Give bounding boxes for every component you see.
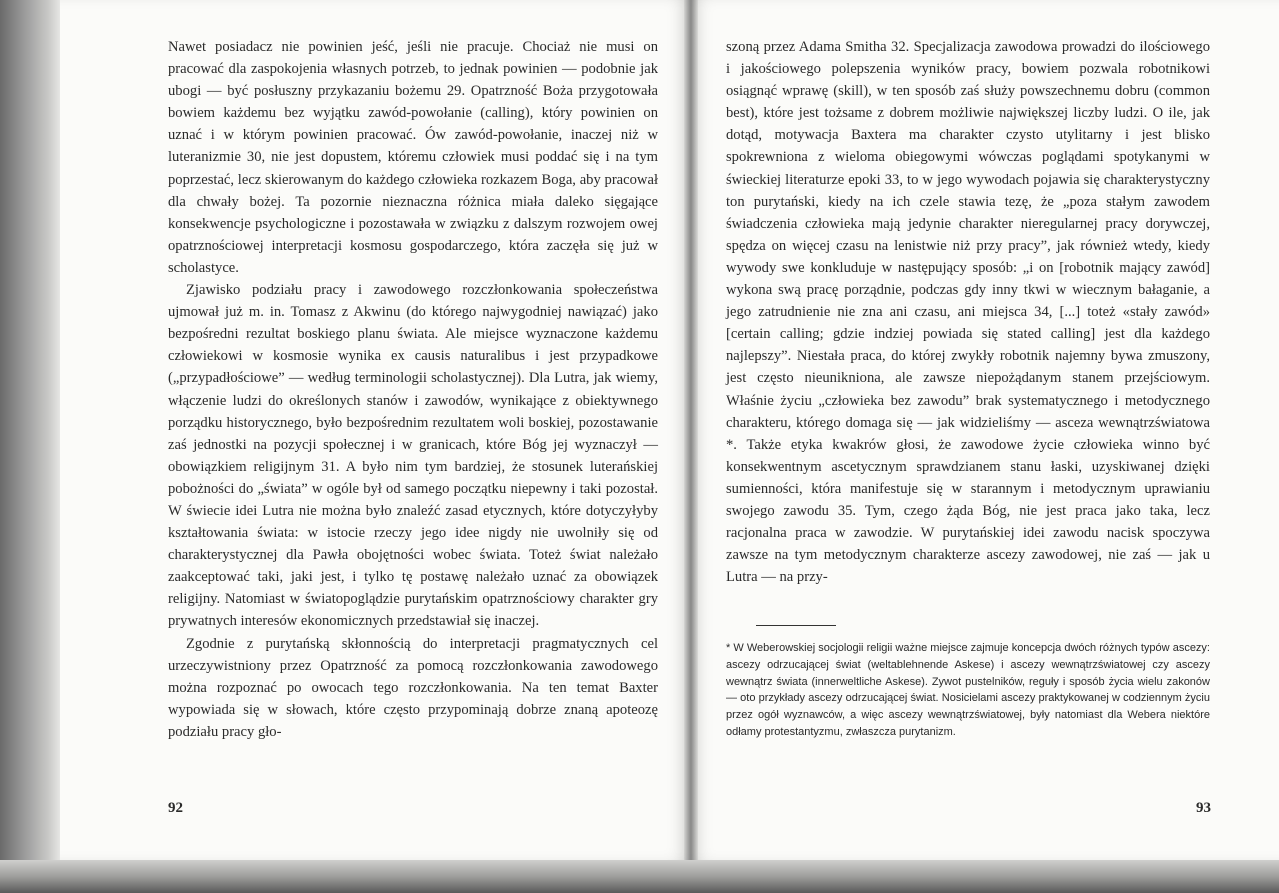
left-page-text	[168, 36, 658, 743]
left-paragraph-3: Zgodnie z purytańską skłonnością do interpretacji pragmatycznych cel urzeczywistniony przez Opatrzność za pomocą rozczłonkowania zawodowego można rozpoznać po owocach tego rozczłonkowania. Na ten temat Baxter wypowiada się w słowach, które często przypominają dobrze znaną apoteozę podziału pracy gło-	[168, 635, 658, 740]
left-paragraph-2: Zjawisko podziału pracy i zawodowego rozczłonkowania społeczeństwa ujmował już m. in. Tomasz z Akwinu (do którego najwygodniej nawiązać) jako bezpośredni rezultat boskiego planu świata. Ale miejsce wyznaczone każdemu człowiekowi w kosmosie wynika ex causis naturalibus i jest przypadkowe („przypadłościowe” — według terminologii scholastycznej). Dla Lutra, jak wiemy, włączenie ludzi do określonych stanów i zawodów, wynikające z obiektywnego porządku historycznego, było bezpośrednim rezultatem woli boskiej, pozostawanie zaś jednostki na pozycji społecznej i w granicach, które Bóg jej wyznaczył — obowiązkiem religijnym 31. A było nim tym bardziej, że stosunek luterańskiej pobożności do „świata” w ogóle był od samego początku niepewny i taki pozostał. W świecie idei Lutra nie można było znaleźć zasad etycznych, które dotyczyłyby kształtowania świata: w istocie rzeczy jego idee nigdy nie uwolniły się od charakterystycznej dla Pawła obojętności wobec świata. Toteż świat należało zaakceptować taki, jaki jest, i tylko tę postawę należało uznać za obowiązek religijny. Natomiast w światopoglądzie purytańskim opatrznościowy charakter gry prywatnych interesów ekonomicznych przedstawiał się inaczej.	[168, 282, 658, 630]
footnote: * W Weberowskiej socjologii religii ważne miejsce zajmuje koncepcja dwóch różnych typów ascezy: ascezy odrzucającej świat (weltablehnende Askese) i ascezy wewnątrzświatowej czy ascezy wewnątrz świata (innerweltliche Askese). Zywot pustelników, reguły i sposób życia wielu zakonów — oto przykłady ascezy odrzucającej świat. Nosicielami ascezy praktykowanej w codziennym życiu przez ogół wyznawców, a więc ascezy wewnątrzświatowej, były natomiast dla Webera niektóre odłamy protestantyzmu, zwłaszcza purytanizm.	[726, 642, 1210, 738]
book-gutter	[684, 0, 698, 860]
left-paragraph-1: Nawet posiadacz nie powinien jeść, jeśli nie pracuje. Chociaż nie musi on pracować dla zaspokojenia własnych potrzeb, to jednak powinien — podobnie jak ubogi — być posłuszny przykazaniu bożemu 29. Opatrzność Boża przygotowała bowiem każdemu bez wyjątku zawód-powołanie (calling), który powinien on uznać i w którym powinien pracować. Ów zawód-powołanie, inaczej niż w luteranizmie 30, nie jest dopustem, któremu człowiek musi poddać się i na tym poprzestać, lecz skierowanym do każdego człowieka rozkazem Boga, aby pracował dla chwały bożej. Ta pozornie nieznaczna różnica miała daleko sięgające konsekwencje psychologiczne i pozostawała w związku z dalszym rozwojem owej opatrznościowej interpretacji kosmosu gospodarczego, która zaczęła się już w scholastyce.	[168, 39, 658, 276]
scanner-edge-left	[0, 0, 60, 893]
scanner-edge-bottom	[0, 860, 1279, 893]
right-page-text	[726, 36, 1210, 588]
footnote-rule	[756, 625, 836, 626]
right-paragraph-1: szoną przez Adama Smitha 32. Specjalizacja zawodowa prowadzi do ilościowego i jakościowego polepszenia wyników pracy, bowiem pozwala robotnikowi osiągnąć wprawę (skill), w ten sposób zaś służy powszechnemu dobru (common best), które jest tożsame z dobrem możliwie największej liczby ludzi. O ile, jak dotąd, motywacja Baxtera ma charakter czysto utylitarny i jest blisko spokrewniona z wieloma obiegowymi wówczas poglądami spotykanymi w świeckiej literaturze epoki 33, to w jego wywodach pojawia się charakterystyczny ton purytański, kiedy na ich czele stawia tezę, że „poza stałym zawodem świadczenia człowieka mają jedynie charakter nieregularnej pracy dorywczej, spędza on więcej czasu na lenistwie niż przy pracy”, jak również wtedy, kiedy wywody swe konkluduje w następujący sposób: „i on [robotnik mający zawód] wykona swą pracę porządnie, podczas gdy inny tkwi w wiecznym bałaganie, a jego zatrudnienie nie zna ani czasu, ani miejsca 34, [...] toteż «stały zawód» [certain calling; gdzie indziej powiada się stated calling] jest dla każdego najlepszy”. Niestała praca, do której zwykły robotnik najemny bywa zmuszony, jest często nieunikniona, ale zawsze niepożądanym stanem przejściowym. Właśnie życiu „człowieka bez zawodu” brak systematycznego i metodycznego charakteru, którego domaga się — jak widzieliśmy — asceza wewnątrzświatowa *. Także etyka kwakrów głosi, że zawodowe życie człowieka winno być konsekwentnym ascetycznym sprawdzianem stanu łaski, uzyskiwanej dzięki sumienności, która manifestuje się w starannym i metodycznym uprawianiu swojego zawodu 35. Tym, czego żąda Bóg, nie jest praca jako taka, lecz racjonalna praca w zawodzie. W purytańskiej idei zawodu nacisk spoczywa zawsze na tym metodycznym charakterze ascezy zawodowej, nie zaś — jak u Lutra — na przy-	[726, 39, 1210, 586]
right-page	[690, 0, 1279, 860]
right-page-number: 93	[1196, 800, 1211, 816]
left-page	[60, 0, 690, 860]
left-page-number: 92	[168, 800, 183, 816]
